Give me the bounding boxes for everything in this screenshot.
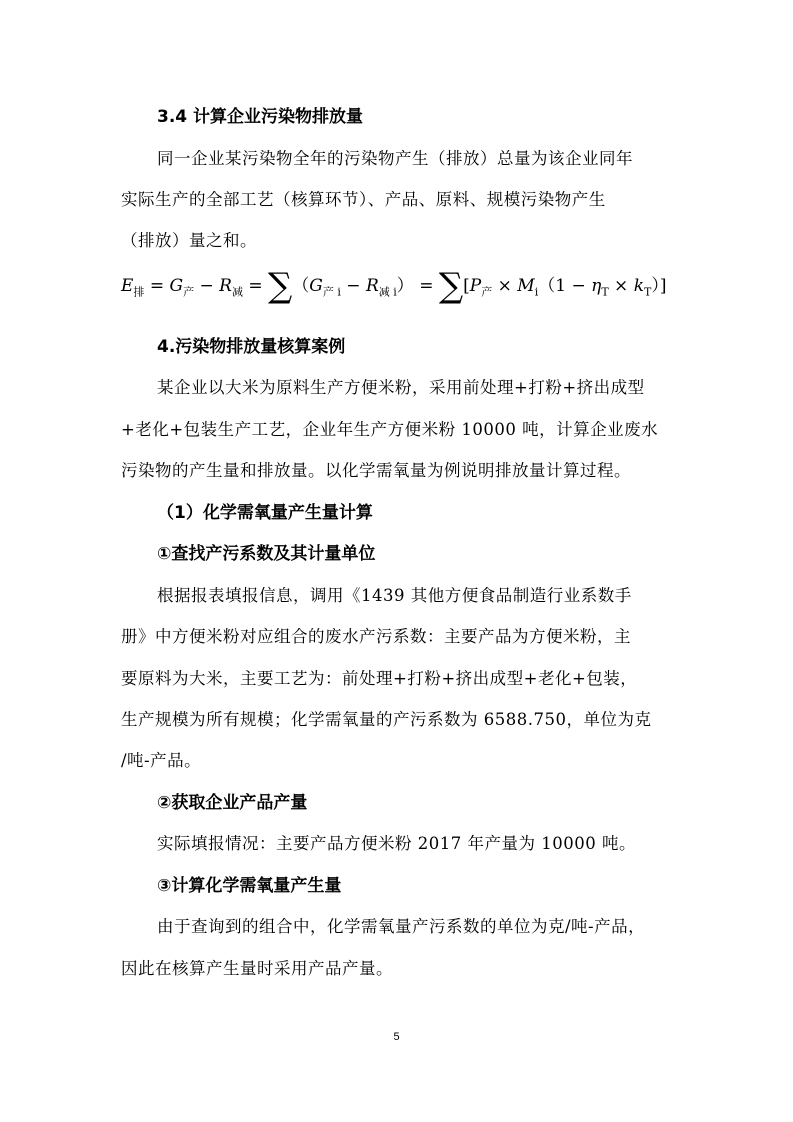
emission-formula: $E_排 = G_产 - R_减 = \sum(G_{产 i} - R_{减 i}) = \sum[P_产 \times M_i(1 - \eta_T \times k_T)]$: [121, 266, 667, 306]
paragraph-line: 实际填报情况：主要产品方便米粉 2017 年产量为 10000 吨。: [157, 834, 636, 853]
paragraph-line: /吨-产品。: [121, 751, 202, 770]
paragraph-line: 实际生产的全部工艺（核算环节）、产品、原料、规模污染物产生: [121, 190, 606, 209]
summation-symbol: ∑: [438, 266, 464, 306]
page-number: 5: [393, 1031, 400, 1043]
step-heading-2: ②获取企业产品产量: [157, 793, 308, 813]
paragraph-line: 由于查询到的组合中，化学需氧量产污系数的单位为克/吨-产品，: [157, 917, 646, 936]
section-heading-3-4: 3.4 计算企业污染物排放量: [157, 107, 364, 127]
paragraph-line: 要原料为大米，主要工艺为：前处理+打粉+挤出成型+老化+包装，: [121, 669, 638, 688]
paragraph-line: 生产规模为所有规模；化学需氧量的产污系数为 6588.750，单位为克: [121, 710, 652, 729]
paragraph-line: 某企业以大米为原料生产方便米粉，采用前处理+打粉+挤出成型: [157, 378, 645, 397]
paragraph-line: 册》中方便米粉对应组合的废水产污系数：主要产品为方便米粉，主: [121, 627, 631, 646]
paragraph-line: 污染物的产生量和排放量。以化学需氧量为例说明排放量计算过程。: [121, 461, 631, 480]
paragraph-line: （排放）量之和。: [121, 231, 257, 250]
paragraph-line: 因此在核算产生量时采用产品产量。: [121, 959, 393, 978]
paragraph-line: +老化+包装生产工艺，企业年生产方便米粉 10000 吨，计算企业废水: [121, 420, 659, 439]
step-heading-1: ①查找产污系数及其计量单位: [157, 544, 376, 564]
step-heading-3: ③计算化学需氧量产生量: [157, 876, 342, 896]
section-heading-4: 4.污染物排放量核算案例: [157, 337, 346, 357]
subsection-heading-1: （1）化学需氧量产生量计算: [157, 503, 373, 523]
paragraph-line: 同一企业某污染物全年的污染物产生（排放）总量为该企业同年: [157, 149, 633, 168]
summation-symbol: ∑: [268, 266, 293, 306]
paragraph-line: 根据报表填报信息，调用《1439 其他方便食品制造行业系数手: [157, 586, 632, 605]
